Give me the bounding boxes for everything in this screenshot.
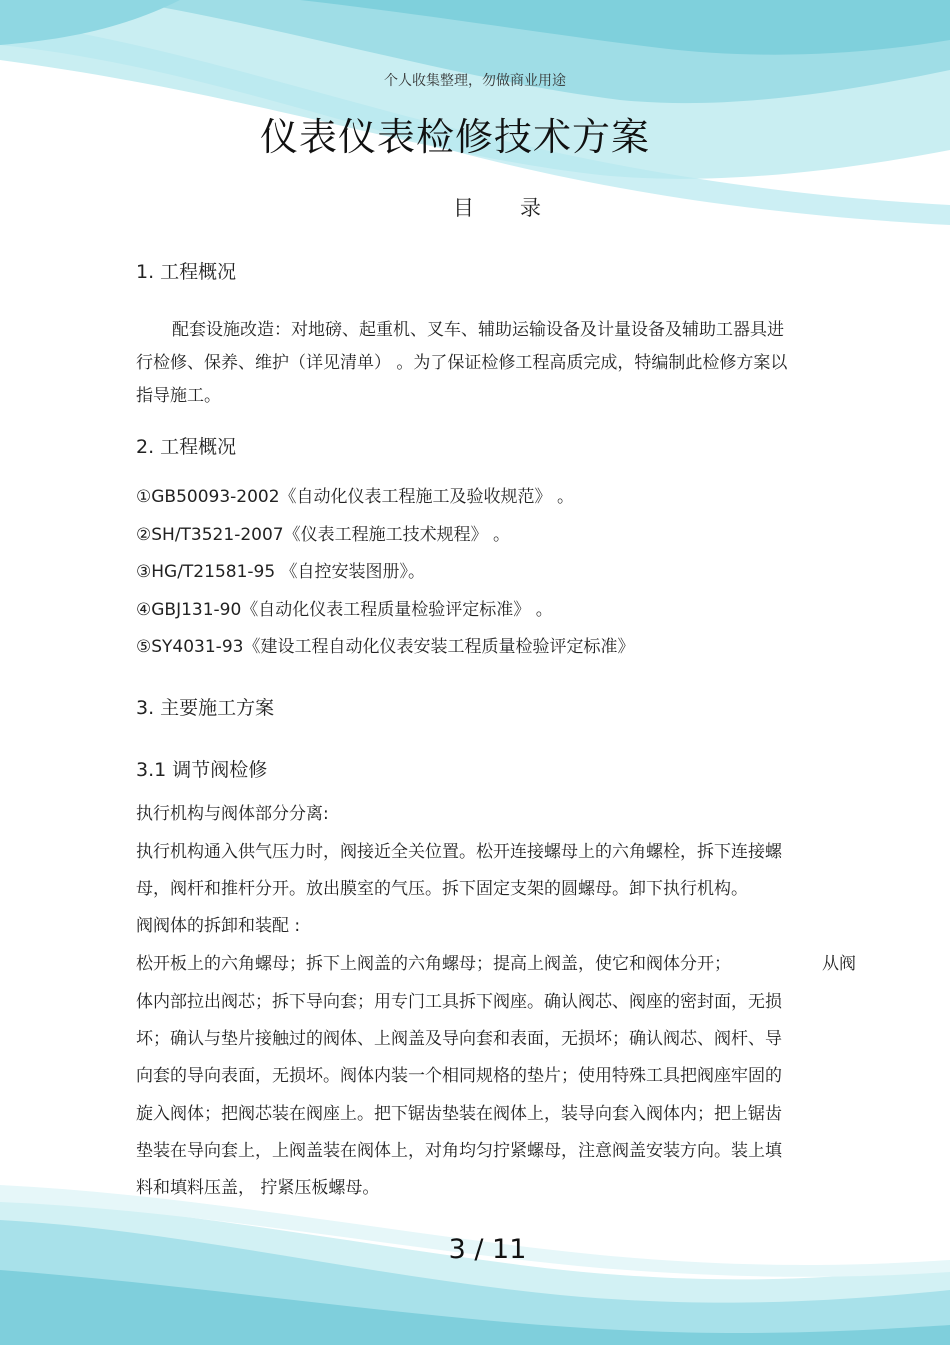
- paragraph-line: 母，阀杆和推杆分开。放出膜室的气压。拆下固定支架的圆螺母。卸下执行机构。: [136, 879, 748, 899]
- page-number: 3 / 11: [448, 1234, 527, 1265]
- reference-item: ④GBJ131-90《自动化仪表工程质量检验评定标准》 。: [136, 600, 553, 620]
- toc-char-2: 录: [520, 196, 541, 220]
- reference-item: ①GB50093-2002《自动化仪表工程施工及验收规范》 。: [136, 487, 574, 507]
- reference-item: ②SH/T3521-2007《仪表工程施工技术规程》 。: [136, 525, 510, 545]
- toc-heading: [453, 192, 541, 222]
- paragraph-line: 坏；确认与垫片接触过的阀体、上阀盖及导向套和表面，无损坏；确认阀芯、阀杆、导: [136, 1029, 782, 1049]
- paragraph-line: 垫装在导向套上，上阀盖装在阀体上，对角均匀拧紧螺母，注意阀盖安装方向。装上填: [136, 1141, 782, 1161]
- paragraph-line: 旋入阀体；把阀芯装在阀座上。把下锯齿垫装在阀体上，装导向套入阀体内；把上锯齿: [136, 1104, 782, 1124]
- paragraph-line: 配套设施改造：对地磅、起重机、叉车、辅助运输设备及计量设备及辅助工器具进: [172, 320, 784, 340]
- document-title: 仪表仪表检修技术方案: [259, 115, 650, 159]
- section-3-heading: 3. 主要施工方案: [136, 697, 275, 719]
- section-1-heading: 1. 工程概况: [136, 261, 237, 283]
- paragraph-line-tail: 从阀: [822, 954, 856, 974]
- paragraph-line: 执行机构通入供气压力时，阀接近全关位置。松开连接螺母上的六角螺栓，拆下连接螺: [136, 842, 782, 862]
- paragraph-line: 行检修、保养、维护（详见清单） 。为了保证检修工程高质完成，特编制此检修方案以: [136, 353, 788, 373]
- section-2-heading: 2. 工程概况: [136, 436, 237, 458]
- section-3-1-heading: 3.1 调节阀检修: [136, 759, 268, 781]
- paragraph-line: 阀阀体的拆卸和装配 :: [136, 916, 301, 936]
- reference-item: ⑤SY4031-93《建设工程自动化仪表安装工程质量检验评定标准》: [136, 637, 635, 657]
- paragraph-line: 指导施工。: [136, 386, 221, 406]
- watermark-text: 个人收集整理，勿做商业用途: [384, 73, 566, 89]
- paragraph-line: 体内部拉出阀芯；拆下导向套；用专门工具拆下阀座。确认阀芯、阀座的密封面，无损: [136, 992, 782, 1012]
- toc-char-1: 目: [453, 196, 474, 220]
- paragraph-line: 向套的导向表面，无损坏。阀体内装一个相同规格的垫片；使用特殊工具把阀座牢固的: [136, 1066, 782, 1086]
- paragraph-line: 料和填料压盖， 拧紧压板螺母。: [136, 1178, 380, 1198]
- paragraph-line: 松开板上的六角螺母；拆下上阀盖的六角螺母；提高上阀盖，使它和阀体分开；: [136, 954, 731, 974]
- paragraph-line: 执行机构与阀体部分分离:: [136, 804, 329, 824]
- reference-item: ③HG/T21581-95 《自控安装图册》。: [136, 562, 426, 582]
